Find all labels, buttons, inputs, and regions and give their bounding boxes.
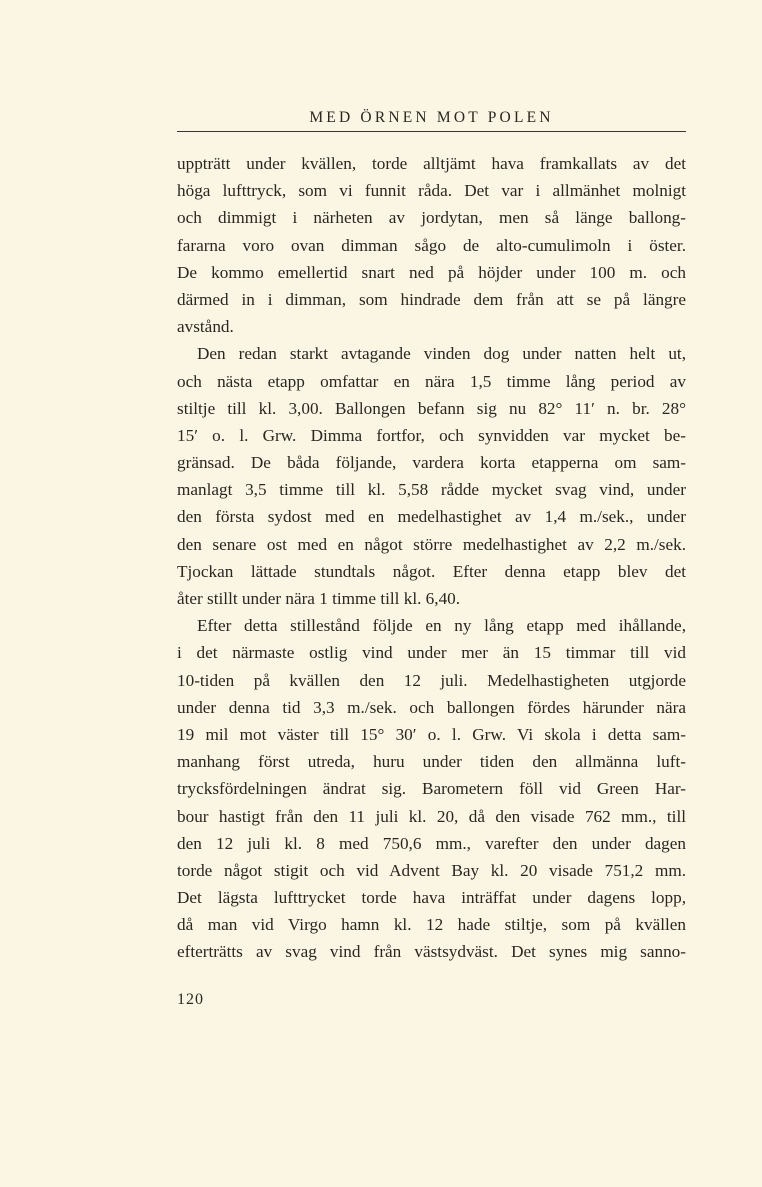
text-line: trycksfördelningen ändrat sig. Barometern föll vid Green Har- — [177, 779, 686, 799]
paragraph-3 — [177, 612, 686, 965]
text-line: den 12 juli kl. 8 med 750,6 mm., varefter den under dagen — [177, 833, 686, 853]
text-line: då man vid Virgo hamn kl. 12 hade stiltje, som på kvällen — [177, 915, 686, 935]
text-line: bour hastigt från den 11 juli kl. 20, då den visade 762 mm., till — [177, 806, 686, 826]
text-line: den första sydost med en medelhastighet av 1,4 m./sek., under — [177, 507, 686, 527]
text-line: och dimmigt i närheten av jordytan, men så länge ballong- — [177, 208, 686, 228]
text-line: 15′ o. l. Grw. Dimma fortfor, och synvidden var mycket be- — [177, 425, 686, 445]
text-line: Det lägsta lufttrycket torde hava inträffat under dagens lopp, — [177, 888, 686, 908]
text-line: fararna voro ovan dimman sågo de alto-cumulimoln i öster. — [177, 235, 686, 255]
text-line: Tjockan lättade stundtals något. Efter denna etapp blev det — [177, 561, 686, 581]
paragraph-1 — [177, 150, 686, 340]
text-line: efterträtts av svag vind från västsydväst. Det synes mig sanno- — [177, 942, 686, 962]
text-line: manlagt 3,5 timme till kl. 5,58 rådde mycket svag vind, under — [177, 480, 686, 500]
text-line: 10-tiden på kvällen den 12 juli. Medelhastigheten utgjorde — [177, 670, 686, 690]
text-line: De kommo emellertid snart ned på höjder under 100 m. och — [177, 262, 686, 282]
text-line: Efter detta stillestånd följde en ny lång etapp med ihållande, — [197, 616, 686, 636]
text-line: höga lufttryck, som vi funnit råda. Det var i allmänhet molnigt — [177, 181, 686, 201]
text-line: 19 mil mot väster till 15° 30′ o. l. Grw. Vi skola i detta sam- — [177, 724, 686, 744]
text-line: stiltje till kl. 3,00. Ballongen befann sig nu 82° 11′ n. br. 28° — [177, 398, 686, 418]
text-line: gränsad. De båda följande, vardera korta etapperna om sam- — [177, 453, 686, 473]
text-line: torde något stigit och vid Advent Bay kl. 20 visade 751,2 mm. — [177, 860, 686, 880]
text-line: uppträtt under kvällen, torde alltjämt hava framkallats av det — [177, 154, 686, 173]
text-line: åter stillt under nära 1 timme till kl. 6,40. — [177, 589, 461, 608]
header-rule — [177, 131, 686, 132]
text-line: under denna tid 3,3 m./sek. och ballongen fördes härunder nära — [177, 697, 686, 717]
text-line: avstånd. — [177, 317, 234, 337]
page-number: 120 — [177, 991, 204, 1008]
text-line: den senare ost med en något större medelhastighet av 2,2 m./sek. — [177, 534, 686, 554]
text-line: Den redan starkt avtagande vinden dog under natten helt ut, — [197, 344, 686, 364]
text-line: därmed in i dimman, som hindrade dem från att se på längre — [177, 289, 686, 309]
text-line: i det närmaste ostlig vind under mer än 15 timmar till vid — [177, 643, 686, 663]
text-line: och nästa etapp omfattar en nära 1,5 timme lång period av — [177, 371, 686, 391]
body-text — [177, 150, 686, 966]
running-title: MED ÖRNEN MOT POLEN — [309, 109, 554, 126]
text-line: manhang först utreda, huru under tiden den allmänna luft- — [177, 752, 686, 772]
paragraph-2 — [177, 340, 686, 612]
